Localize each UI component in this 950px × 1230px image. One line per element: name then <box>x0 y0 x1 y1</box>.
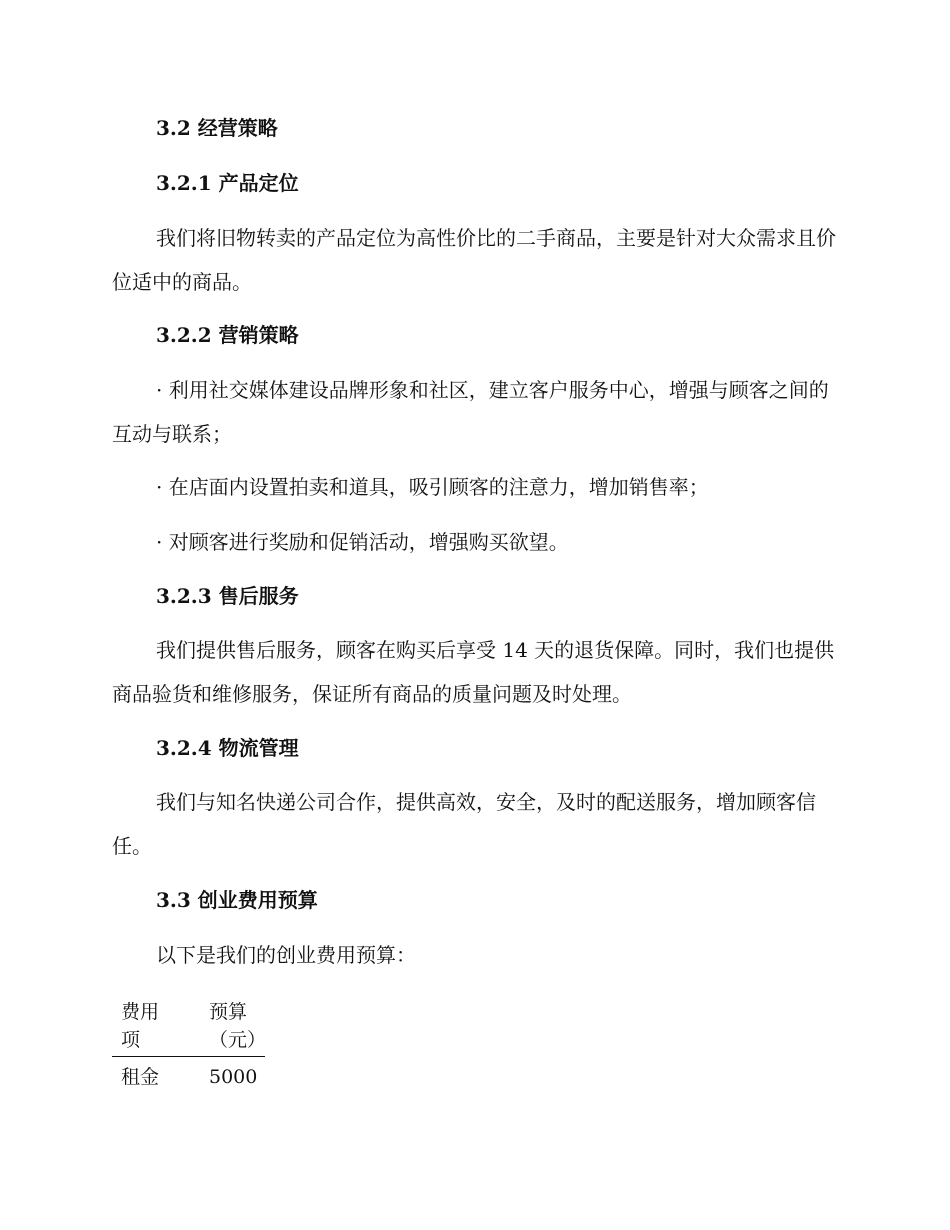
bullet-social-media: · 利用社交媒体建设品牌形象和社区，建立客户服务中心，增强与顾客之间的互动与联系； <box>112 378 829 446</box>
header-budget: 预算（元） <box>209 998 265 1057</box>
heading-3-2: 3.2 经营策略 <box>156 116 278 140</box>
header-expense-item: 费用项 <box>112 998 209 1057</box>
bullet-auction: · 在店面内设置拍卖和道具，吸引顾客的注意力，增加销售率； <box>156 475 709 499</box>
heading-3-2-4: 3.2.4 物流管理 <box>156 736 299 760</box>
bullet-rewards: · 对顾客进行奖励和促销活动，增强购买欲望。 <box>156 530 569 554</box>
paragraph-after-sales: 我们提供售后服务，顾客在购买后享受 14 天的退货保障。同时，我们也提供商品验货和维修服务，保证所有商品的质量问题及时处理。 <box>112 638 835 706</box>
paragraph-logistics: 我们与知名快递公司合作，提供高效，安全，及时的配送服务，增加顾客信任。 <box>112 790 816 858</box>
cell-budget-amount: 5000 <box>209 1066 258 1088</box>
heading-3-2-1: 3.2.1 产品定位 <box>156 171 299 195</box>
cell-expense-name: 租金 <box>121 1066 160 1088</box>
paragraph-product-positioning: 我们将旧物转卖的产品定位为高性价比的二手商品，主要是针对大众需求且价位适中的商品。 <box>112 226 836 294</box>
budget-table <box>112 998 265 1091</box>
paragraph-budget-intro: 以下是我们的创业费用预算： <box>156 943 416 967</box>
table-row <box>112 1057 265 1092</box>
table-header-row <box>112 998 265 1057</box>
heading-3-2-3: 3.2.3 售后服务 <box>156 584 299 608</box>
heading-3-3: 3.3 创业费用预算 <box>156 888 318 912</box>
heading-3-2-2: 3.2.2 营销策略 <box>156 323 299 347</box>
